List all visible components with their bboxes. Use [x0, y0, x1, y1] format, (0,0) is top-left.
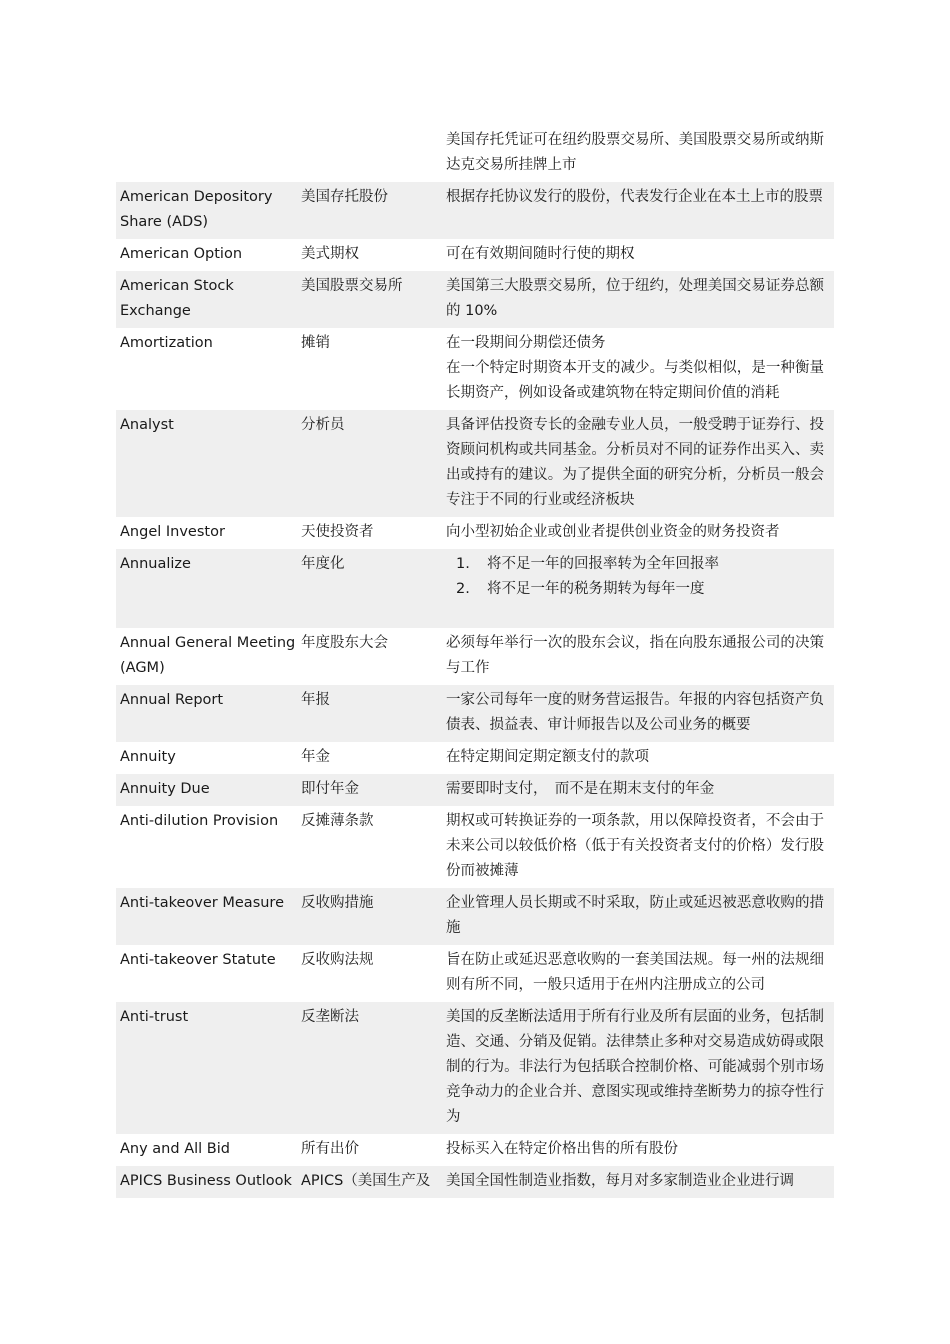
table-row [116, 628, 834, 685]
definition [442, 242, 834, 267]
definition-text: 企业管理人员长期或不时采取，防止或延迟被恶意收购的措施 [446, 895, 824, 936]
term-cn: 所有出价 [301, 1141, 359, 1157]
definition-text: 美国全国性制造业指数，每月对多家制造业企业进行调 [446, 1173, 794, 1189]
term-en: Annual General Meeting (AGM) [120, 635, 296, 676]
glossary-table [116, 125, 834, 1198]
term-en: Angel Investor [120, 524, 225, 540]
definition [442, 1005, 834, 1130]
definition [442, 331, 834, 406]
definition [442, 688, 834, 738]
list-number: 2. [456, 581, 470, 597]
term-en: Anti-takeover Statute [120, 952, 276, 968]
term-cn: 分析员 [301, 417, 345, 433]
term-en: Anti-dilution Provision [120, 813, 279, 829]
term-en: Analyst [120, 417, 174, 433]
table-row [116, 410, 834, 517]
definition-text: 在特定期间定期定额支付的款项 [446, 749, 649, 765]
table-row [116, 1134, 834, 1166]
term-cn: 年金 [301, 749, 330, 765]
definition [442, 745, 834, 770]
term-cn: 美国股票交易所 [301, 278, 403, 294]
definition [442, 948, 834, 998]
table-row [116, 1166, 834, 1198]
definition-text: 美国存托凭证可在纽约股票交易所、美国股票交易所或纳斯达克交易所挂牌上市 [446, 132, 824, 173]
definition-text: 投标买入在特定价格出售的所有股份 [446, 1141, 678, 1157]
table-row [116, 742, 834, 774]
definition [442, 1169, 834, 1194]
term-en: Anti-takeover Measure [120, 895, 284, 911]
term-cn: 反收购措施 [301, 895, 374, 911]
term-cn: 年报 [301, 692, 330, 708]
table-row [116, 945, 834, 1002]
table-row [116, 328, 834, 410]
definition-text: 期权或可转换证券的一项条款，用以保障投资者，不会由于未来公司以较低价格（低于有关投资者支付的价格）发行股份而被摊薄 [446, 813, 824, 879]
table-row [116, 806, 834, 888]
term-en: Annualize [120, 556, 191, 572]
term-en [116, 128, 297, 178]
definition [442, 413, 834, 513]
term-cn [297, 128, 442, 178]
table-row [116, 549, 834, 628]
list-item-text: 将不足一年的税务期转为每年一度 [487, 581, 705, 597]
definition [442, 274, 834, 324]
term-en: Anti-trust [120, 1009, 189, 1025]
table-row [116, 125, 834, 182]
definition [442, 552, 834, 624]
definition [442, 1137, 834, 1162]
term-en: Any and All Bid [120, 1141, 230, 1157]
list-item-text: 将不足一年的回报率转为全年回报率 [487, 556, 719, 572]
definition-text: 向小型初始企业或创业者提供创业资金的财务投资者 [446, 524, 780, 540]
term-cn: 美国存托股份 [301, 189, 388, 205]
term-en: Amortization [120, 335, 213, 351]
definition-text: 需要即时支付， 而不是在期末支付的年金 [446, 781, 715, 797]
term-cn: 年度股东大会 [301, 635, 388, 651]
table-row [116, 685, 834, 742]
table-row [116, 517, 834, 549]
list-number: 1. [456, 556, 470, 572]
definition-text: 美国的反垄断法适用于所有行业及所有层面的业务，包括制造、交通、分销及促销。法律禁止多种对交易造成妨碍或限制的行为。非法行为包括联合控制价格、可能减弱个别市场竞争动力的企业合并、意图实现或维持垄断势力的掠夺性行为 [446, 1009, 824, 1125]
definition-text: 具备评估投资专长的金融专业人员，一般受聘于证券行、投资顾问机构或共同基金。分析员对不同的证券作出买入、卖出或持有的建议。为了提供全面的研究分析，分析员一般会专注于不同的行业或经济板块 [446, 417, 824, 508]
table-row [116, 271, 834, 328]
term-cn: 反垄断法 [301, 1009, 359, 1025]
definition-text: 一家公司每年一度的财务营运报告。年报的内容包括资产负债表、损益表、审计师报告以及公司业务的概要 [446, 692, 824, 733]
term-en: American Option [120, 246, 243, 262]
term-cn: 反收购法规 [301, 952, 374, 968]
definition [442, 631, 834, 681]
list-item [446, 577, 824, 602]
term-en: Annuity [120, 749, 176, 765]
term-cn: APICS（美国生产及 [301, 1173, 431, 1189]
term-cn: 即付年金 [301, 781, 359, 797]
definition [442, 809, 834, 884]
term-cn: 摊销 [301, 335, 330, 351]
term-cn: 美式期权 [301, 246, 359, 262]
definition [442, 128, 834, 178]
term-en: APICS Business Outlook [120, 1173, 292, 1189]
term-cn: 天使投资者 [301, 524, 374, 540]
table-row [116, 1002, 834, 1134]
table-row [116, 182, 834, 239]
definition-text: 在一个特定时期资本开支的减少。与类似相似，是一种衡量长期资产，例如设备或建筑物在特定期间价值的消耗 [446, 360, 824, 401]
numbered-list [446, 552, 824, 602]
definition-text: 必须每年举行一次的股东会议，指在向股东通报公司的决策与工作 [446, 635, 824, 676]
list-item [446, 552, 824, 577]
term-en: Annual Report [120, 692, 224, 708]
table-row [116, 888, 834, 945]
table-row [116, 239, 834, 271]
term-en: American Stock Exchange [120, 278, 234, 319]
table-row [116, 774, 834, 806]
definition-text: 美国第三大股票交易所，位于纽约，处理美国交易证券总额的 10% [446, 278, 824, 319]
definition [442, 891, 834, 941]
definition-text: 在一段期间分期偿还债务 [446, 335, 606, 351]
definition-text: 旨在防止或延迟恶意收购的一套美国法规。每一州的法规细则有所不同，一般只适用于在州内注册成立的公司 [446, 952, 824, 993]
definition [442, 520, 834, 545]
term-en: Annuity Due [120, 781, 210, 797]
term-cn: 年度化 [301, 556, 345, 572]
definition-text: 根据存托协议发行的股份，代表发行企业在本土上市的股票 [446, 189, 823, 205]
definition [442, 185, 834, 235]
definition-text: 可在有效期间随时行使的期权 [446, 246, 635, 262]
definition [442, 777, 834, 802]
term-cn: 反摊薄条款 [301, 813, 374, 829]
term-en: American Depository Share (ADS) [120, 189, 273, 230]
